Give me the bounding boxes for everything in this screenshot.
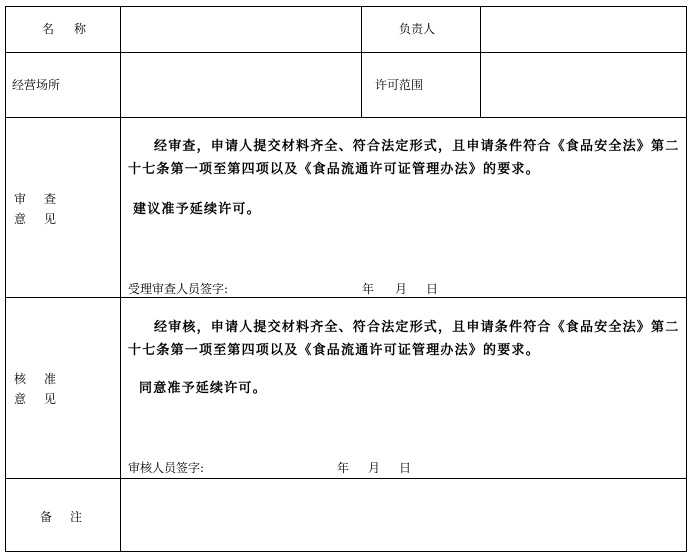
review-label-line2: 意 见 [14, 212, 60, 226]
approval-signature-label: 审核人员签字: [128, 461, 205, 475]
review-paragraph: 经审查，申请人提交材料齐全、符合法定形式，且申请条件符合《食品安全法》第二十七条第一项至第四项以及《食品流通许可证管理办法》的要求。 [128, 139, 680, 177]
review-signature-label: 受理审查人员签字: [128, 282, 229, 296]
column-divider-right [480, 6, 481, 117]
review-label-line1: 审 查 [14, 192, 60, 206]
row-divider-1 [5, 52, 687, 53]
review-conclusion: 建议准予延续许可。 [133, 202, 261, 217]
approval-conclusion: 同意准予延续许可。 [139, 381, 267, 396]
review-month: 月 [395, 282, 408, 296]
approval-year: 年 [337, 461, 350, 475]
scope-label: 许可范围 [375, 78, 424, 92]
owner-label: 负责人 [399, 22, 436, 36]
name-label: 名 称 [42, 22, 91, 36]
row-divider-3 [5, 297, 687, 298]
approval-month: 月 [368, 461, 381, 475]
column-divider-middle [361, 6, 362, 117]
approval-paragraph: 经审核，申请人提交材料齐全、符合法定形式，且申请条件符合《食品安全法》第二十七条第一项至第四项以及《食品流通许可证管理办法》的要求。 [128, 320, 680, 358]
approval-day: 日 [399, 461, 412, 475]
row-divider-2 [5, 117, 687, 118]
row-divider-4 [5, 478, 687, 479]
approval-label-line1: 核 准 [14, 372, 60, 386]
review-year: 年 [362, 282, 375, 296]
column-divider-label [120, 6, 121, 552]
approval-label-line2: 意 见 [14, 392, 60, 406]
remarks-label: 备 注 [40, 510, 86, 524]
review-day: 日 [426, 282, 439, 296]
location-label: 经营场所 [12, 78, 61, 92]
